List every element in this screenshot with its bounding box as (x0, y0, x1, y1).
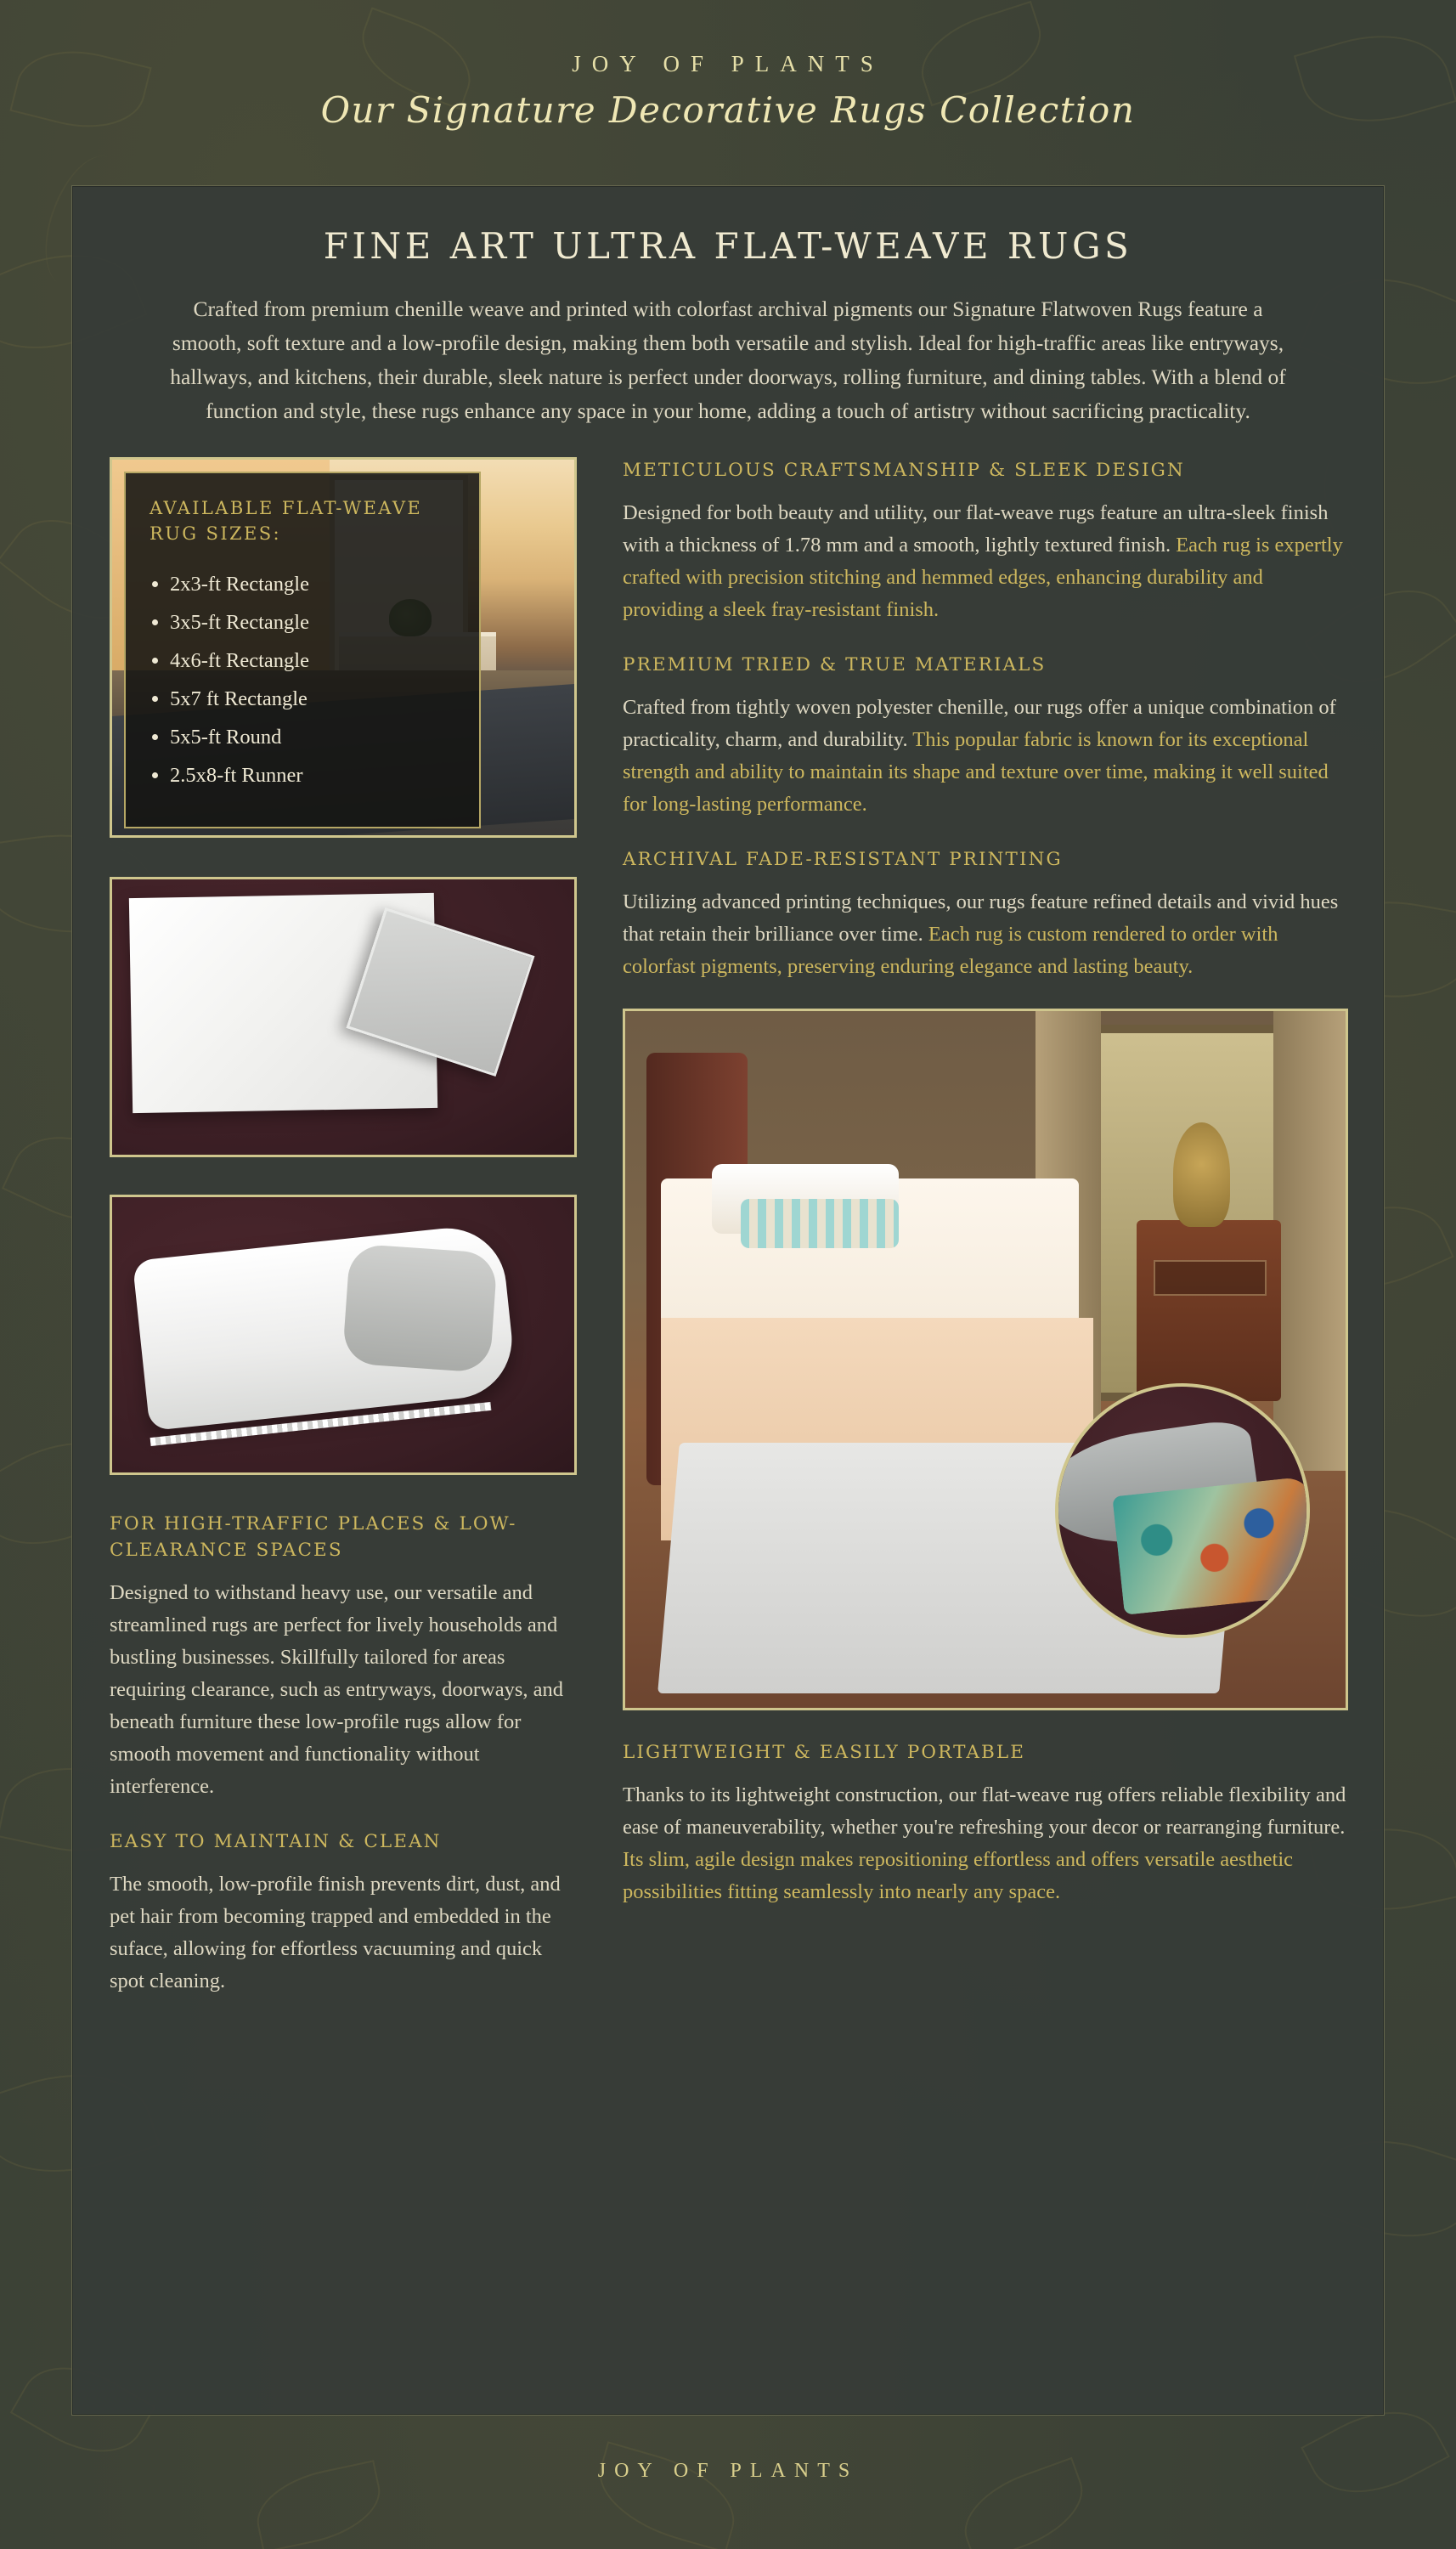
section-easy-maintain (110, 1828, 577, 1998)
section-printing (623, 846, 1348, 983)
section-body-highlight: Each rug is custom rendered to order with colorfast pigments, preserving enduring elegance and lasting beauty. (623, 923, 1278, 978)
section-body (623, 692, 1348, 821)
intro-paragraph: Crafted from premium chenille weave and printed with colorfast archival pigments our Signature Flatwoven Rugs feature a smooth, soft texture and a low-profile design, making them both versatile and stylish. Ideal for high-traffic areas like entryways, hallways, and kitchens, their durable, sleek nature is perfect under doorways, rolling furniture, and dining tables. With a blend of function and style, these rugs enhance any space in your home, adding a touch of artistry without sacrificing practicality. (170, 297, 1286, 423)
two-column-body (72, 457, 1384, 2023)
section-heading: PREMIUM TRIED & TRUE MATERIALS (623, 654, 1047, 675)
section-heading: ARCHIVAL FADE-RESISTANT PRINTING (623, 849, 1063, 870)
rolled-rug-inset (1055, 1383, 1310, 1638)
striped-pillow-shape (741, 1199, 900, 1247)
left-column (110, 457, 577, 2023)
product-photo-backdrop (112, 1197, 574, 1472)
section-body-plain: Utilizing advanced printing techniques, our rugs feature refined details and vivid hues that retain their brilliance over time. (623, 890, 1339, 946)
section-high-traffic (110, 1511, 577, 1803)
section-body (623, 1779, 1348, 1908)
rolled-rug-print-shape (1112, 1476, 1310, 1615)
brand-name: JOY OF PLANTS (572, 51, 884, 76)
bedroom-image (623, 1009, 1348, 1710)
section-heading: LIGHTWEIGHT & EASILY PORTABLE (623, 1742, 1026, 1763)
list-item: • 2x3-ft Rectangle (170, 565, 455, 603)
section-heading: EASY TO MAINTAIN & CLEAN (110, 1831, 442, 1852)
section-body-highlight: Each rug is expertly crafted with precision stitching and hemmed edges, enhancing durability and providing a sleek fray-resistant finish. (623, 534, 1343, 621)
sizes-list (150, 565, 455, 794)
product-photo-backdrop (112, 879, 574, 1155)
rug-rolled-inner-shape (341, 1243, 497, 1372)
list-item: • 4x6-ft Rectangle (170, 641, 455, 680)
section-body: The smooth, low-profile finish prevents dirt, dust, and pet hair from becoming trapped and embedded in the suface, allowing for effortless vacuuming and quick spot cleaning. (110, 1873, 561, 1992)
lamp-shape (1173, 1122, 1231, 1227)
section-craftsmanship (623, 457, 1348, 626)
list-item: • 5x5-ft Round (170, 718, 455, 756)
rug-rolled-shape (132, 1223, 517, 1431)
available-sizes-image (110, 457, 577, 838)
list-item: • 5x7 ft Rectangle (170, 680, 455, 718)
list-item: • 2.5x8-ft Runner (170, 756, 455, 794)
section-body-plain: Crafted from tightly woven polyester chenille, our rugs offer a unique combination of practicality, charm, and durability. (623, 696, 1336, 751)
section-heading: METICULOUS CRAFTSMANSHIP & SLEEK DESIGN (623, 460, 1185, 481)
sizes-heading: AVAILABLE FLAT-WEAVE RUG SIZES: (150, 498, 423, 544)
section-heading: FOR HIGH-TRAFFIC PLACES & LOW-CLEARANCE SPACES (110, 1513, 517, 1561)
folded-corner-image (110, 877, 577, 1157)
list-item: • 3x5-ft Rectangle (170, 603, 455, 641)
brand-tagline: Our Signature Decorative Rugs Collection (320, 89, 1136, 131)
section-body-highlight: Its slim, agile design makes repositioning effortless and offers versatile aesthetic possibilities fitting seamlessly into nearly any space. (623, 1848, 1294, 1903)
section-body-highlight: This popular fabric is known for its exceptional strength and ability to maintain its shape and texture over time, making it well suited for long-lasting performance. (623, 728, 1329, 816)
content-card (71, 185, 1385, 2416)
page-title: FINE ART ULTRA FLAT-WEAVE RUGS (323, 225, 1133, 267)
section-body-plain: Designed for both beauty and utility, our flat-weave rugs feature an ultra-sleek finish with a thickness of 1.78 mm and a smooth, lightly textured finish. (623, 501, 1329, 557)
section-body: Designed to withstand heavy use, our versatile and streamlined rugs are perfect for lively households and bustling businesses. Skillfully tailored for areas requiring clearance, such as entryways, doorways, and beneath furniture these low-profile rugs allow for smooth movement and functionality without interference. (110, 1581, 564, 1798)
right-column (623, 457, 1348, 2023)
section-body (623, 886, 1348, 983)
footer-brand: JOY OF PLANTS (597, 2460, 859, 2482)
curtain-right-shape (1273, 1011, 1346, 1471)
sizes-panel (124, 472, 481, 828)
section-materials (623, 652, 1348, 821)
section-body (623, 497, 1348, 626)
nightstand-shape (1137, 1220, 1281, 1401)
section-body-plain: Thanks to its lightweight construction, our flat-weave rug offers reliable flexibility and ease of maneuverability, whether you're refreshing your decor or rearranging furniture. (623, 1783, 1346, 1839)
poster-header (0, 0, 1456, 131)
section-portable (623, 1739, 1348, 1908)
rolled-edge-image (110, 1195, 577, 1475)
